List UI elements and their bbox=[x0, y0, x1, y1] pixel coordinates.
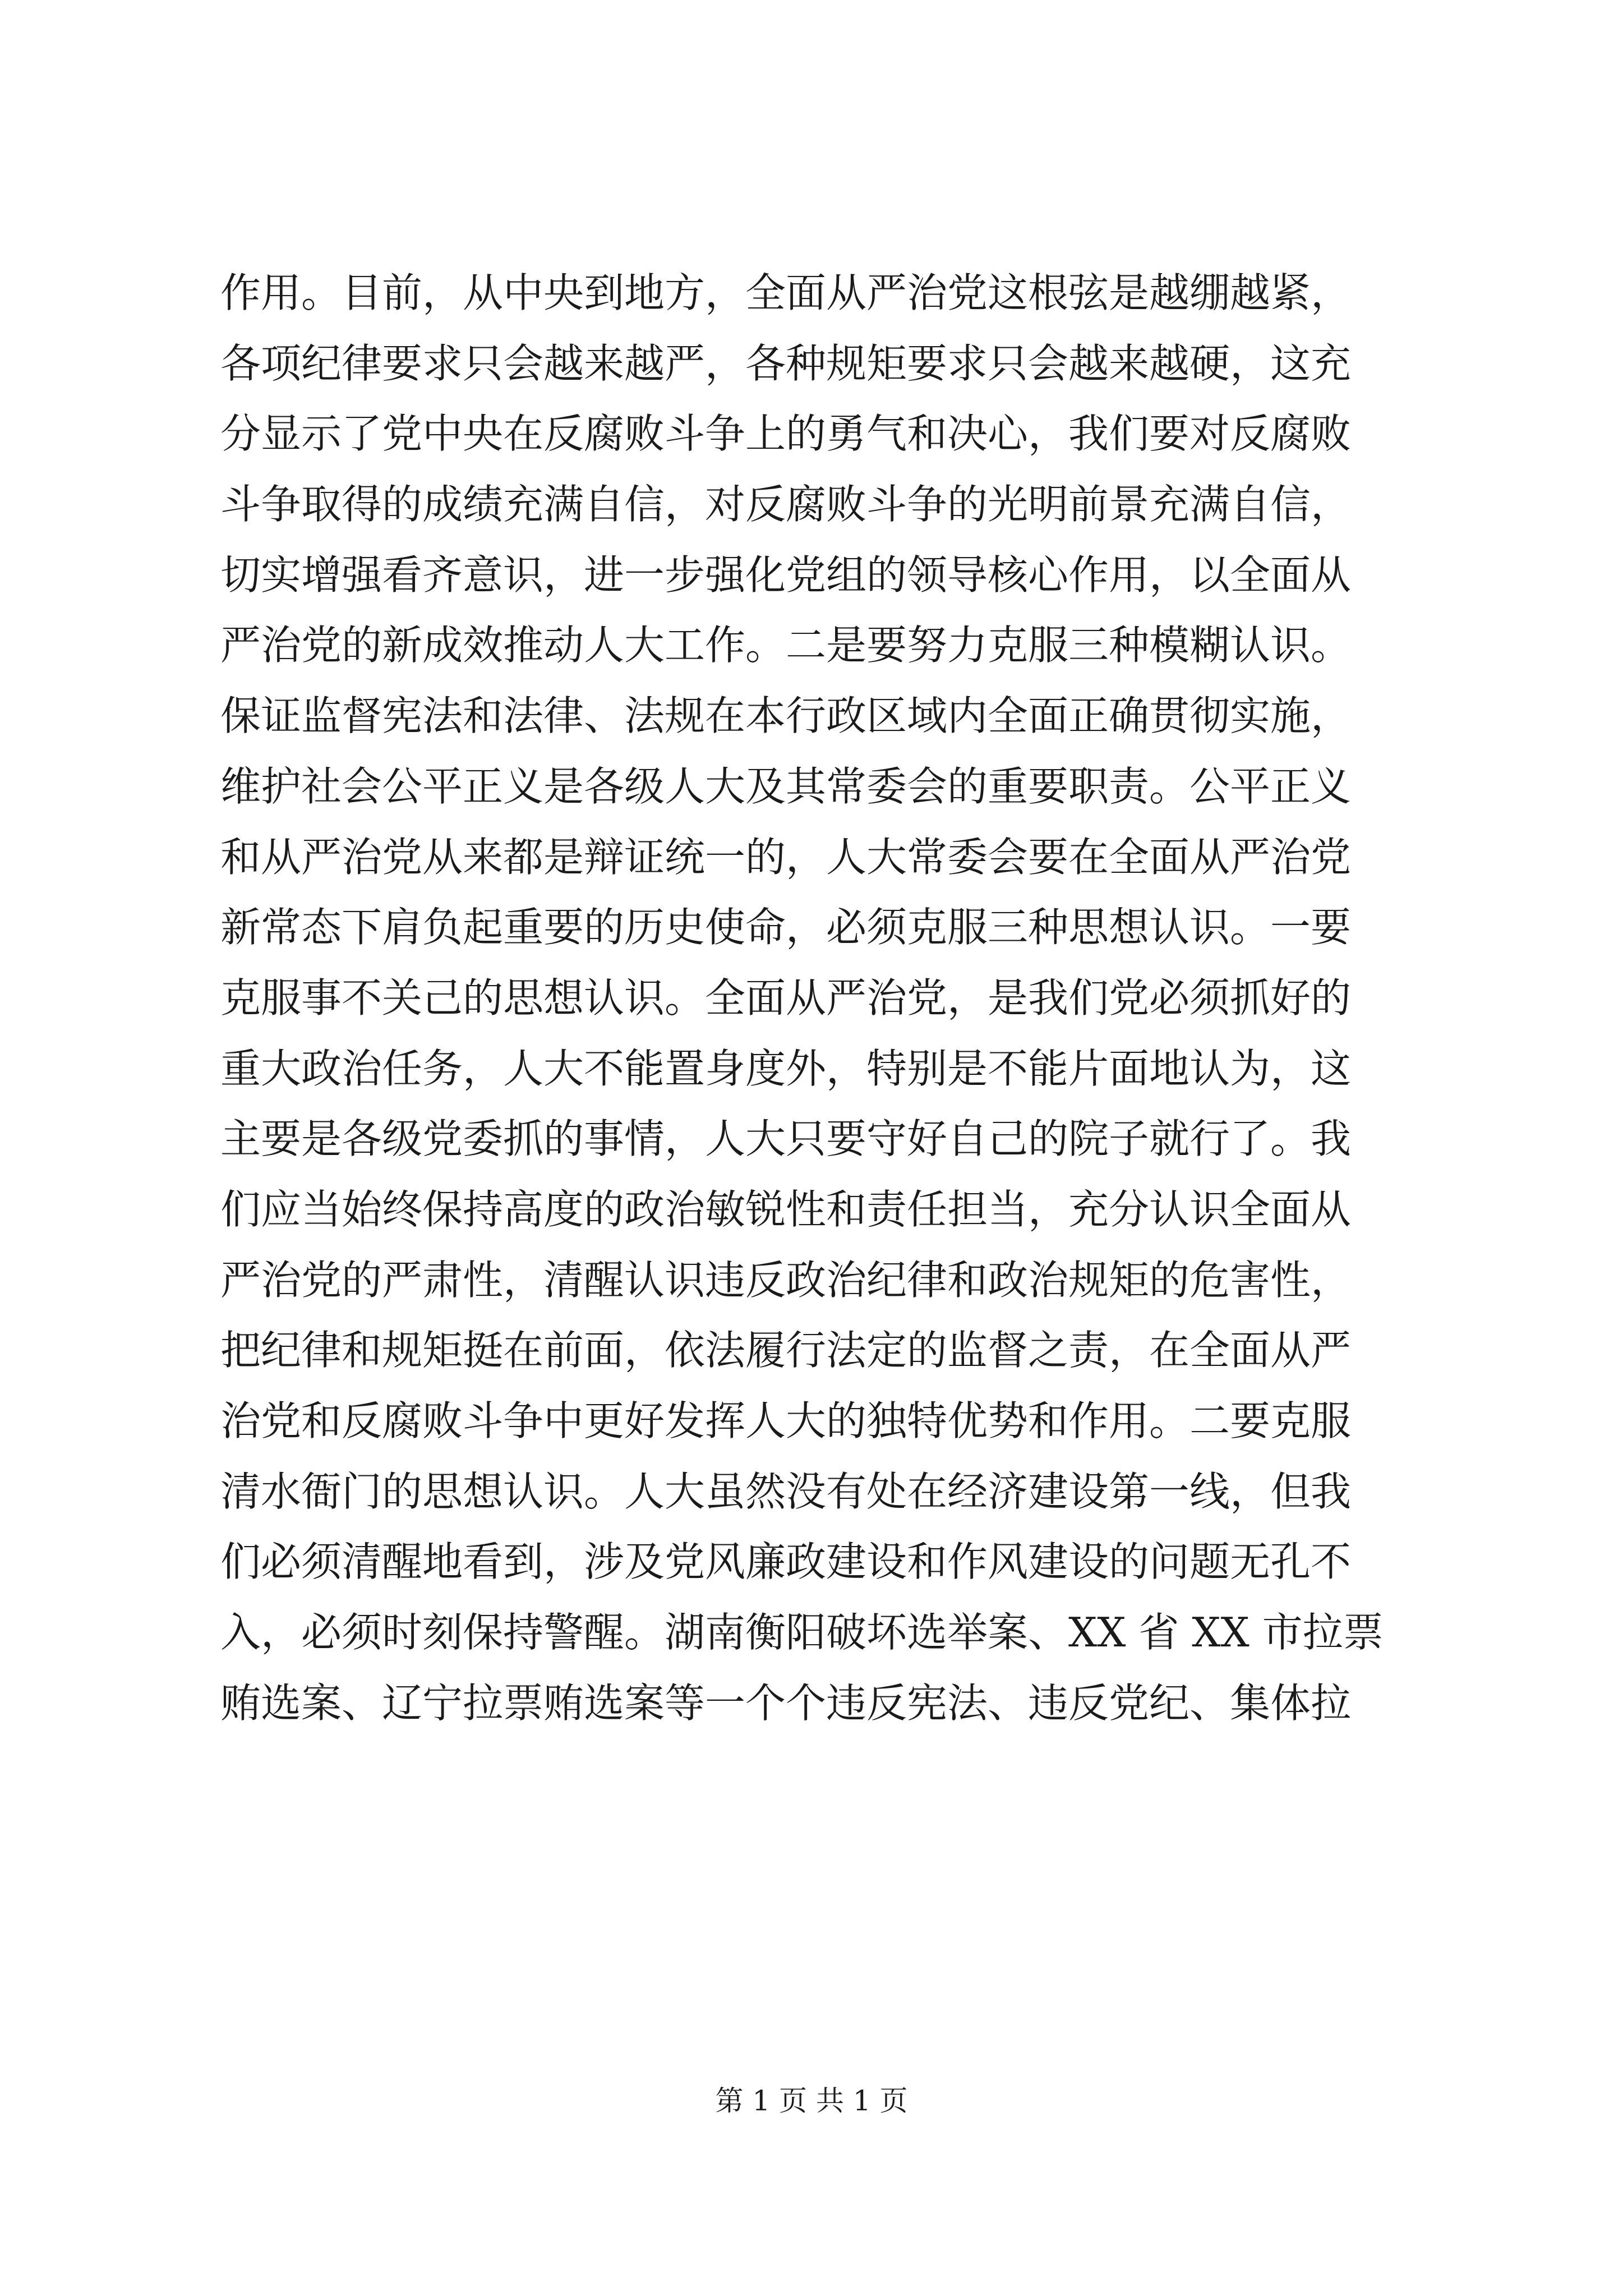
text-line: 主要是各级党委抓的事情，人大只要守好自己的院子就行了。我 bbox=[220, 1115, 1352, 1163]
text-line: 们必须清醒地看到，涉及党风廉政建设和作风建设的问题无孔不 bbox=[220, 1538, 1352, 1586]
text-line: 克服事不关己的思想认识。全面从严治党，是我们党必须抓好的 bbox=[220, 974, 1352, 1022]
text-line: 保证监督宪法和法律、法规在本行政区域内全面正确贯彻实施， bbox=[220, 692, 1352, 740]
text-line: 严治党的严肃性，清醒认识违反政治纪律和政治规矩的危害性， bbox=[220, 1256, 1352, 1304]
text-line: 分显示了党中央在反腐败斗争上的勇气和决心，我们要对反腐败 bbox=[220, 410, 1352, 458]
text-line: 新常态下肩负起重要的历史使命，必须克服三种思想认识。一要 bbox=[220, 904, 1352, 951]
text-line: 和从严治党从来都是辩证统一的，人大常委会要在全面从严治党 bbox=[220, 833, 1352, 881]
text-line: 重大政治任务，人大不能置身度外，特别是不能片面地认为，这 bbox=[220, 1045, 1352, 1092]
text-line: 作用。目前，从中央到地方，全面从严治党这根弦是越绷越紧， bbox=[220, 269, 1352, 316]
text-line: 贿选案、辽宁拉票贿选案等一个个违反宪法、违反党纪、集体拉 bbox=[220, 1679, 1352, 1727]
text-line: 维护社会公平正义是各级人大及其常委会的重要职责。公平正义 bbox=[220, 762, 1352, 810]
text-line: 各项纪律要求只会越来越严，各种规矩要求只会越来越硬，这充 bbox=[220, 339, 1352, 387]
page-footer: 第 1 页 共 1 页 bbox=[715, 2085, 908, 2117]
text-line: 切实增强看齐意识，进一步强化党组的领导核心作用，以全面从 bbox=[220, 551, 1352, 599]
text-line: 治党和反腐败斗争中更好发挥人大的独特优势和作用。二要克服 bbox=[220, 1397, 1352, 1444]
text-line: 们应当始终保持高度的政治敏锐性和责任担当，充分认识全面从 bbox=[220, 1185, 1352, 1233]
text-line: 清水衙门的思想认识。人大虽然没有处在经济建设第一线，但我 bbox=[220, 1467, 1352, 1515]
text-line: 入，必须时刻保持警醒。湖南衡阳破坏选举案、XX 省 XX 市拉票 bbox=[220, 1609, 1384, 1657]
text-line: 严治党的新成效推动人大工作。二是要努力克服三种模糊认识。 bbox=[220, 622, 1352, 669]
text-line: 斗争取得的成绩充满自信，对反腐败斗争的光明前景充满自信， bbox=[220, 481, 1352, 528]
text-line: 把纪律和规矩挺在前面，依法履行法定的监督之责，在全面从严 bbox=[220, 1327, 1352, 1374]
body-text bbox=[220, 258, 1426, 1738]
